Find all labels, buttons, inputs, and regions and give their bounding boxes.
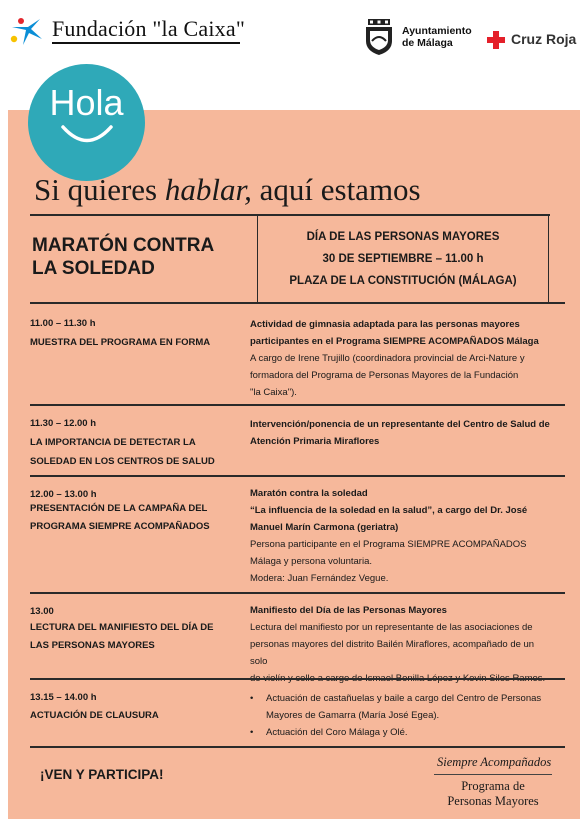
programa-line1: Programa de [461, 779, 525, 793]
programa-logo [434, 779, 552, 809]
schedule-row-3 [30, 485, 565, 590]
divider-row-5 [30, 746, 565, 748]
schedule-time: 12.00 – 13.00 h [30, 489, 97, 500]
foundation-underline [52, 42, 240, 44]
event-box [257, 214, 549, 302]
bullet-line: • Actuación de castañuelas y baile a cargo del Centro de Personas [266, 693, 542, 704]
ayuntamiento-line2: de Málaga [402, 37, 453, 49]
desc-bold-line: Intervención/ponencia de un representante del Centro de Salud de [250, 419, 550, 430]
smile-icon [60, 122, 114, 152]
event-line1: DÍA DE LAS PERSONAS MAYORES [306, 231, 500, 243]
divider-schedule-top [30, 302, 565, 304]
desc-line: Modera: Juan Fernández Vegue. [250, 573, 389, 584]
desc-bold-line: Atención Primaria Miraflores [250, 436, 380, 447]
desc-bold-line: Manifiesto del Día de las Personas Mayores [250, 605, 447, 616]
desc-line: personas mayores del distrito Bailén Miraflores, acompañado de un solo [250, 639, 535, 667]
desc-bold-line: “La influencia de la soledad en la salud”, a cargo del Dr. José [250, 505, 528, 516]
desc-line: A cargo de Irene Trujillo (coordinadora provincial de Arci-Nature y [250, 353, 525, 364]
event-line3: PLAZA DE LA CONSTITUCIÓN (MÁLAGA) [289, 275, 517, 287]
schedule-title-line: PRESENTACIÓN DE LA CAMPAÑA DEL [30, 503, 208, 514]
cruz-roja-label: Cruz Roja [511, 31, 577, 47]
maraton-title [32, 234, 214, 280]
schedule-row-5 [30, 688, 565, 748]
schedule-title: ACTUACIÓN DE CLAUSURA [30, 710, 159, 721]
schedule-row-2 [30, 414, 565, 474]
bullet-line: • Actuación del Coro Málaga y Olé. [266, 727, 408, 738]
divider-row-4 [30, 678, 565, 680]
bullet-item [250, 724, 555, 741]
schedule-time: 13.15 – 14.00 h [30, 692, 97, 703]
schedule-description [250, 485, 550, 587]
malaga-shield-icon [364, 19, 394, 55]
divider-row-2 [30, 475, 565, 477]
tagline-italic: hablar, [164, 172, 252, 207]
call-to-action: ¡VEN Y PARTICIPA! [40, 767, 164, 782]
bullet-line: Mayores de Gamarra (María José Egea). [266, 710, 440, 721]
desc-line: formadora del Programa de Personas Mayores de la Fundación [250, 370, 519, 381]
schedule-time: 13.00 [30, 606, 54, 617]
divider-row-1 [30, 404, 565, 406]
desc-bold-line: Manuel Marín Carmona (geriatra) [250, 522, 399, 533]
foundation-name: Fundación "la Caixa" [52, 16, 246, 41]
closing-bullets [250, 690, 555, 741]
schedule-description [250, 316, 550, 401]
desc-line: Lectura del manifiesto por un representante de las asociaciones de [250, 622, 533, 633]
maraton-line2: LA SOLEDAD [32, 258, 155, 279]
siempre-acompanados-logo: Siempre Acompañados [437, 755, 552, 769]
desc-line: Persona participante en el Programa SIEMPRE ACOMPAÑADOS [250, 539, 527, 550]
hola-text: Hola [49, 82, 124, 123]
schedule-row-4 [30, 602, 565, 677]
logo-divider [434, 774, 552, 775]
la-caixa-star-icon [10, 17, 44, 47]
hola-badge [28, 64, 145, 181]
schedule-title-line: LECTURA DEL MANIFIESTO DEL DÍA DE [30, 622, 214, 633]
maraton-line1: MARATÓN CONTRA [32, 235, 215, 256]
schedule-title-line: SOLEDAD EN LOS CENTROS DE SALUD [30, 456, 215, 467]
schedule-title-line: LAS PERSONAS MAYORES [30, 640, 155, 651]
tagline-part2: aquí estamos [251, 172, 421, 207]
schedule-title-line: LA IMPORTANCIA DE DETECTAR LA [30, 437, 196, 448]
desc-bold-line: participantes en el Programa SIEMPRE ACOMPAÑADOS Málaga [250, 336, 539, 347]
schedule-time: 11.30 – 12.00 h [30, 418, 97, 429]
bullet-item [250, 690, 555, 724]
event-line2: 30 DE SEPTIEMBRE – 11.00 h [322, 253, 484, 265]
programa-line2: Personas Mayores [447, 794, 539, 808]
schedule-description [250, 602, 550, 687]
schedule-time: 11.00 – 11.30 h [30, 318, 96, 329]
ayuntamiento-line1: Ayuntamiento [402, 25, 472, 37]
red-cross-icon [487, 31, 505, 49]
schedule-title-line: PROGRAMA SIEMPRE ACOMPAÑADOS [30, 521, 210, 532]
schedule-description [250, 416, 550, 450]
desc-bold-line: Actividad de gimnasia adaptada para las personas mayores [250, 319, 520, 330]
schedule-row-1 [30, 314, 565, 404]
header [0, 0, 588, 70]
tagline [34, 172, 421, 208]
desc-line: Málaga y persona voluntaria. [250, 556, 372, 567]
divider-row-3 [30, 592, 565, 594]
desc-line: "la Caixa"). [250, 387, 297, 398]
schedule-title: MUESTRA DEL PROGRAMA EN FORMA [30, 337, 211, 348]
tagline-part1: Si quieres [34, 172, 165, 207]
ayuntamiento-label [402, 25, 472, 49]
desc-bold-line: Maratón contra la soledad [250, 488, 368, 499]
